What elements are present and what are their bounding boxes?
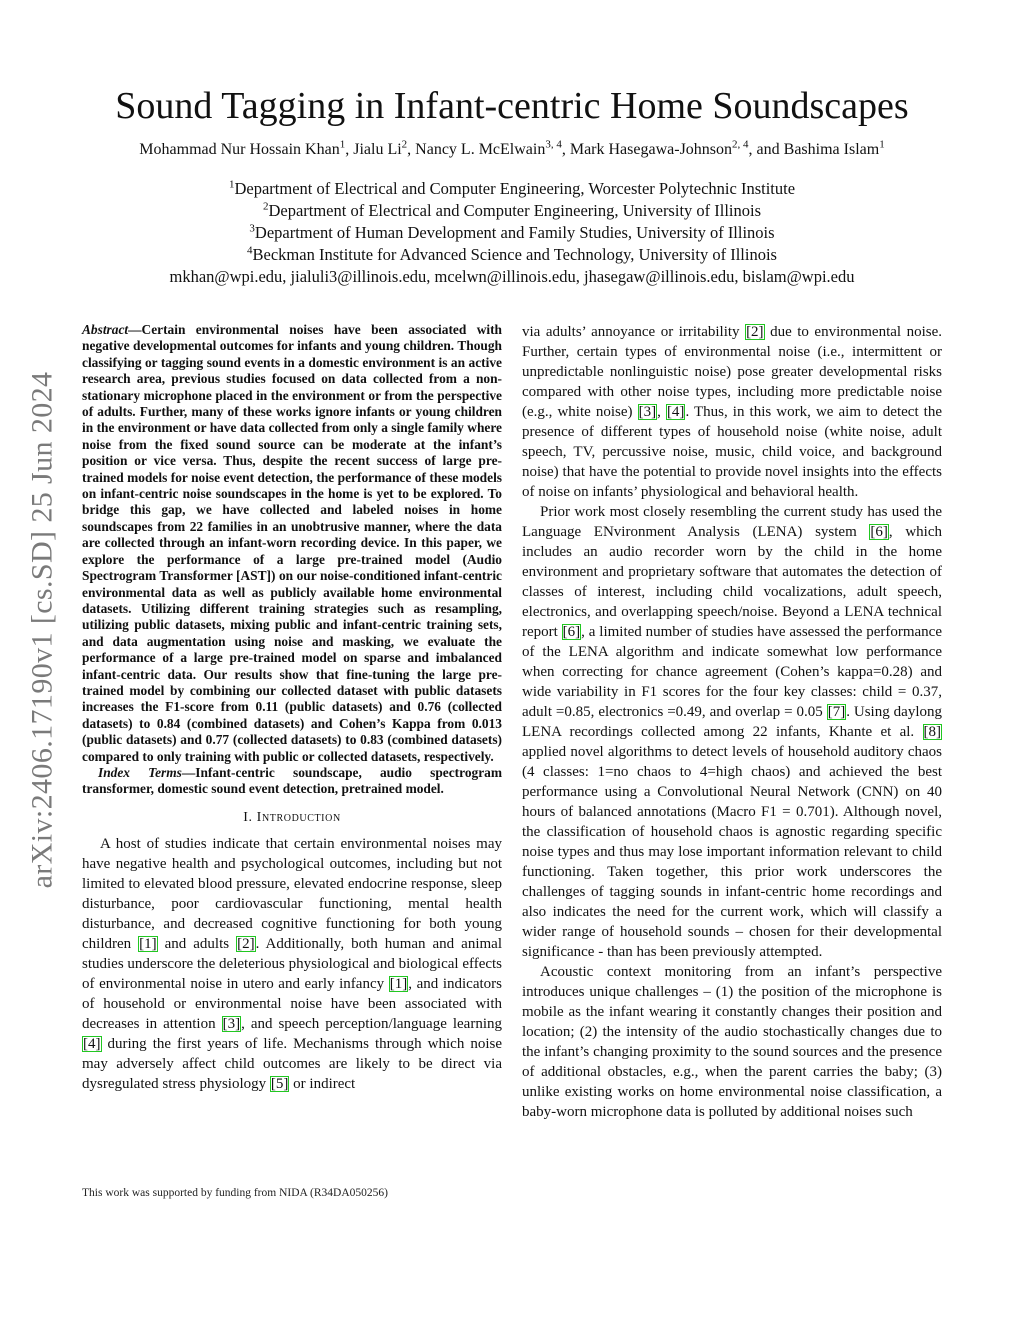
citation-link[interactable]: [8] xyxy=(923,724,941,740)
arxiv-id: arXiv:2406.17190v1 [cs.SD] 25 Jun 2024 xyxy=(25,371,58,889)
citation-link[interactable]: [1] xyxy=(139,935,157,952)
author-name: Mark Hasegawa-Johnson xyxy=(569,141,733,158)
affiliations xyxy=(0,178,1024,288)
abstract xyxy=(82,322,502,765)
body-paragraph: via adults’ annoyance or irritability [2] due to environmental noise. Further, certain types of environmental noise (i.e., intermittent or unpredictable nonlinguistic noise) pose greater developmental risks compared with other noise types, including more predictable noise (e.g., white noise) [3], [4]. Thus, in this work, we aim to detect the presence of different types of household noise (white noise, adult speech, TV, percussive noise, music, child voice, and background noise) that have the potential to provide novel insights into the effects of noise on infants’ physiological and behavioral health. xyxy=(522,324,943,500)
affiliation-text: Department of Human Development and Family Studies, University of Illinois xyxy=(254,223,775,242)
citation-link[interactable]: [2] xyxy=(746,324,764,340)
affiliation-mark: 1 xyxy=(228,178,235,191)
author-affiliation-mark: 1 xyxy=(879,138,885,151)
affiliation-mark: 4 xyxy=(247,244,253,257)
left-body-text xyxy=(82,834,502,1094)
affiliation-text: Department of Electrical and Computer Engineering, Worcester Polytechnic Institute xyxy=(234,179,796,198)
affiliation-line xyxy=(0,222,1024,244)
affiliation-mark: 2 xyxy=(262,200,269,213)
arxiv-identifier-stamp xyxy=(22,300,62,960)
citation-link[interactable]: [7] xyxy=(827,704,846,720)
affiliation-line xyxy=(0,178,1024,200)
author-affiliation-mark: 2, 4 xyxy=(732,138,749,151)
funding-footnote: This work was supported by funding from NIDA (R34DA050256) xyxy=(82,1187,388,1199)
affiliation-mark: 3 xyxy=(249,222,255,235)
body-paragraph: Acoustic context monitoring from an infant’s perspective introduces unique challenges – (1) the position of the microphone is mobile as the infant wearing it constantly changes their position and location; (2) the intensity of the audio stochastically changes due to the infant’s changing proximity to the sound sources and the presence of additional obstacles, e.g., when the parent carries the baby; (3) unlike existing works on home environmental noise classification, a baby-worn microphone data is polluted by additional noises such xyxy=(522,964,942,1120)
author-name: Bashima Islam xyxy=(783,141,880,158)
index-terms-label: Index Terms xyxy=(98,764,182,780)
right-column xyxy=(522,322,942,1122)
affiliation-text: Department of Electrical and Computer Engineering, University of Illinois xyxy=(268,201,762,220)
section-heading-introduction: I. Introduction xyxy=(243,809,341,825)
citation-link[interactable]: [6] xyxy=(562,624,581,640)
abstract-label: Abstract xyxy=(82,322,129,337)
author-list: Mohammad Nur Hossain Khan$^1$, Jialu Li$^2$, Nancy L. McElwain$^{3, 4}$, Mark Hasegawa-Johnson$^{2, 4}$, and Bashima Islam$^1$ xyxy=(139,138,885,158)
author-affiliation-mark: 1 xyxy=(339,138,346,151)
affiliation-line xyxy=(0,244,1024,266)
citation-link[interactable]: [3] xyxy=(222,1015,241,1032)
body-paragraph: A host of studies indicate that certain environmental noises may have negative health and psychological outcomes, including but not limited to elevated blood pressure, elevated endocrine response, sleep disturbance, poor cardiovascular functioning, mental health disturbance, and decreased cognitive functioning for both young children [1] and adults [2]. Additionally, both human and animal studies underscore the deleterious physiological and biological effects of environmental noise in utero and early infancy [1], and indicators of household or environmental noise have been associated with decreases in attention [3], and speech perception/language learning [4] during the first years of life. Mechanisms through which noise may adversely affect child outcomes are likely to be direct via dysregulated stress physiology [5] or indirect xyxy=(82,835,503,1092)
affiliation-text: Beckman Institute for Advanced Science and Technology, University of Illinois xyxy=(252,245,777,264)
citation-link[interactable]: [1] xyxy=(389,975,408,992)
author-name: Nancy L. McElwain xyxy=(415,141,546,158)
right-body-text xyxy=(522,322,942,1122)
author-emails: mkhan@wpi.edu, jialuli3@illinois.edu, mcelwn@illinois.edu, jhasegaw@illinois.edu, bislam@wpi.edu xyxy=(169,267,855,286)
index-terms xyxy=(82,765,502,798)
citation-link[interactable]: [4] xyxy=(83,1035,101,1052)
affiliation-line xyxy=(0,200,1024,222)
left-column xyxy=(82,322,502,1094)
paper-title: Sound Tagging in Infant-centric Home Soundscapes xyxy=(115,85,909,127)
citation-link[interactable]: [5] xyxy=(270,1075,289,1092)
citation-link[interactable]: [4] xyxy=(666,404,685,420)
citation-link[interactable]: [6] xyxy=(870,524,888,540)
author-name: Mohammad Nur Hossain Khan xyxy=(139,141,340,158)
body-paragraph: Prior work most closely resembling the current study has used the Language ENvironment Analysis (LENA) system [6], which includes an audio recorder worn by the child in the home environment and proprietary software that automates the detection of classes of interest, including child vocalizations, adult speech, electronics, and overlapping speech/noise. Beyond a LENA technical report [6], a limited number of studies have assessed the performance of the LENA algorithm and indicate somewhat low performance when correcting for chance agreement (Cohen’s kappa=0.28) and wide variability in F1 scores for the four key classes: child = 0.37, adult =0.85, electronics =0.49, and overlap = 0.05 [7]. Using daylong LENA recordings collected among 22 infants, Khante et al. [8] applied novel algorithms to detect levels of household auditory chaos (4 classes: 1=no chaos to 4=high chaos) and achieved the best performance using a Convolutional Neural Network (CNN) on 40 hours of balanced annotations (Macro F1 = 0.701). Although novel, the classification of household chaos is agnostic regarding specific noise types and thus may lose important information relevant to child functioning. Taken together, this prior work underscores the challenges of tagging sounds in infant-centric home recordings and also indicates the need for the current work, which will classify a wider range of household sounds – chosen for their developmental significance - than has been previously attempted. xyxy=(522,504,942,960)
author-affiliation-mark: 2 xyxy=(401,138,408,151)
abstract-text: —Certain environmental noises have been associated with negative developmental outcomes for infants and young children. Though classifying or tagging sound events in a domestic environment is an active research area, previous studies focused on data collected from a non-stationary microphone placed in the environment or from the perspective of adults. Further, many of these works ignore infants or young children in the environment or have data collected from only a single family where noise from the fixed sound source can be moderate at the infant’s position or vice versa. Thus, despite the recent success of large pre-trained models for noise event detection, the performance of these models on infant-centric noise soundscapes in the home is yet to be explored. To bridge this gap, we have collected and labeled noises in home soundscapes from 22 families in an unobtrusive manner, where the data are collected through an infant-worn recording device. In this paper, we explore the performance of a large pre-trained model (Audio Spectrogram Transformer [AST]) on our noise-conditioned infant-centric environmental data as well as publicly available home environmental datasets. Utilizing different training strategies such as resampling, utilizing public datasets, mixing public and infant-centric training sets, and data augmentation using noise and masking, we evaluate the performance of a large pre-trained model on sparse and imbalanced infant-centric data. Our results show that fine-tuning the large pre-trained model by combining our collected dataset with public datasets increases the F1-score from 0.11 (public datasets) and 0.76 (collected datasets) to 0.84 (combined datasets) and Cohen’s Kappa from 0.013 (public datasets) and 0.77 (collected datasets) to 0.83 (combined datasets) compared to only training with public or collected datasets, respectively. xyxy=(82,322,502,764)
index-terms-text: —Infant-centric soundscape, audio spectrogram transformer, domestic sound event detection, pretrained model. xyxy=(82,764,502,797)
citation-link[interactable]: [3] xyxy=(638,404,657,420)
citation-link[interactable]: [2] xyxy=(237,935,255,952)
author-name: Jialu Li xyxy=(353,141,402,158)
author-affiliation-mark: 3, 4 xyxy=(545,138,562,151)
